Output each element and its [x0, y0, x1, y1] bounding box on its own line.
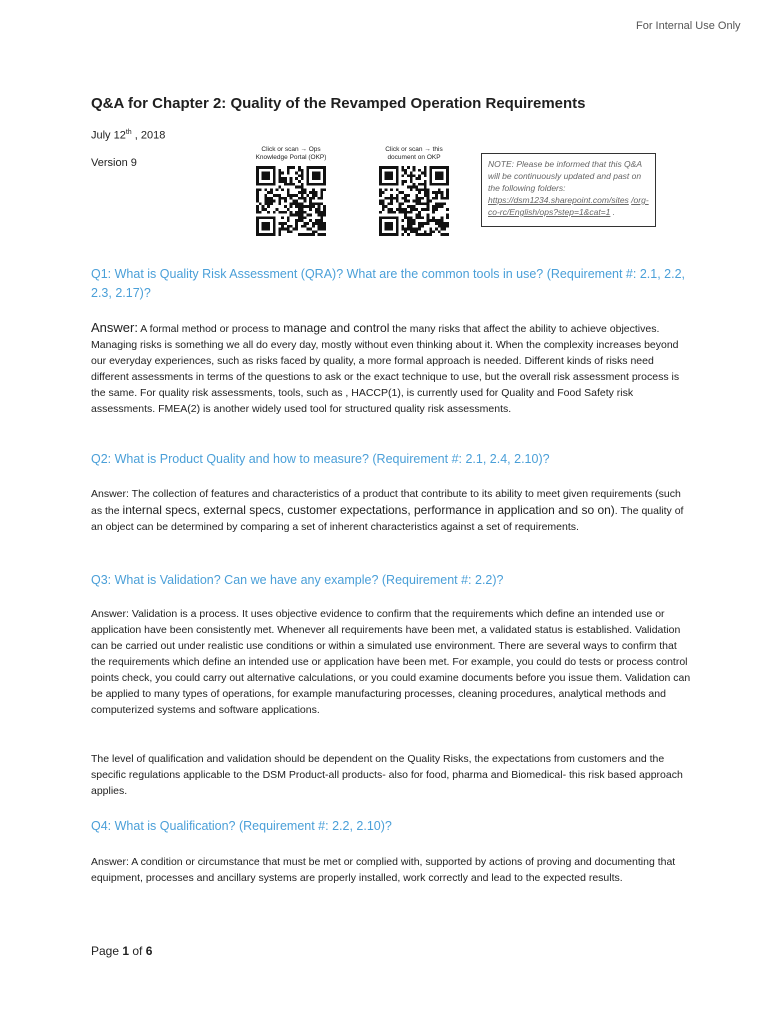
- answer-1-emphasis: manage and control: [283, 321, 390, 335]
- document-version: Version 9: [91, 157, 137, 169]
- qr-document-label: [369, 146, 459, 162]
- page-label: Page: [91, 944, 123, 958]
- answer-1-text-b: the many risks that affect the ability to achieve objectives. Managing risks is something we all do every day, mostly without even thinking about it. When the complexity increases beyond our everyday experiences, such as risks faced by quality, a more formal approach is needed. Different kinds of risks need different assessments in terms of the questions to ask or the exact technique to use, but the overall risk assessment process is the same. For quality risk assessments, tools, such as , HACCP(1), is currently used for Quality and Food Safety risk assessments. FMEA(2) is another widely used tool for structured quality risk assessments.: [91, 323, 680, 415]
- answer-2-emphasis: internal specs, external specs, customer expectations, performance in application and so on): [122, 503, 615, 517]
- answer-2-text-a: Answer: The collection of features and characteristics of a product that contribute to its ability to meet given requirements (such as the: [91, 488, 681, 517]
- document-title: Q&A for Chapter 2: Quality of the Revamped Operation Requirements: [91, 95, 586, 112]
- answer-1: [91, 320, 691, 417]
- answer-3-paragraph-1: Answer: Validation is a process. It uses objective evidence to confirm that the requirements which define an intended use or application have been consistently met. Whenever all requirements have been met, a validated status is established. Validation can be carried out under realistic use conditions or within a simulated use environment. There are several ways to confirm that the requirements which define an intended use or application have been met. For example, you could do tests or process control points check, you could carry out alternative calculations, or you could examine documents before you issue them. Validation can be applied to many types of operations, for example manufacturing processes, cleaning procedures, analytical methods and computerized systems and software applications.: [91, 608, 691, 716]
- date-suffix-sup: th: [125, 129, 132, 136]
- page-current: 1: [122, 944, 130, 958]
- answer-2: [91, 486, 691, 535]
- document-date: [91, 129, 165, 142]
- question-1: Q1: What is Quality Risk Assessment (QRA)? What are the common tools in use? (Requirement #: 2.1, 2.2, 2.3, 2.17)?: [91, 267, 685, 300]
- page-of-label: of: [129, 944, 146, 958]
- page-total: 6: [145, 944, 153, 958]
- note-box: [481, 153, 656, 227]
- qr-okp-label: [246, 146, 336, 162]
- question-4: Q4: What is Qualification? (Requirement #: 2.2, 2.10)?: [91, 819, 392, 833]
- answer-2-text-b: . The quality of an object can be determined by comparing a set of inherent characteristics against a set of requirements.: [91, 505, 684, 533]
- note-text: NOTE: Please be informed that this Q&A will be continuously updated and past on the following folders:: [488, 159, 642, 193]
- qr-document-label-line2: document on OKP: [387, 154, 441, 161]
- answer-1-text-a: A formal method or process to: [137, 323, 284, 335]
- note-link-line2[interactable]: /org-co-rc/English/ops?step=1&cat=1: [488, 195, 649, 217]
- qr-code-okp[interactable]: [256, 166, 326, 236]
- answer-1-label: Answer:: [91, 320, 138, 335]
- answer-3-paragraph-2: The level of qualification and validation should be dependent on the Quality Risks, the expectations from customers and the specific regulations applicable to the DSM Product-all products- also for food, pharma and Biomedical- this risk based approach applies.: [91, 753, 683, 797]
- question-2: Q2: What is Product Quality and how to measure? (Requirement #: 2.1, 2.4, 2.10)?: [91, 452, 550, 466]
- note-tail: .: [610, 207, 616, 217]
- date-year: , 2018: [131, 129, 166, 142]
- page-number: [91, 944, 152, 958]
- date-prefix: July 12: [91, 129, 126, 142]
- qr-code-document[interactable]: [379, 166, 449, 236]
- question-3: Q3: What is Validation? Can we have any example? (Requirement #: 2.2)?: [91, 573, 504, 587]
- qr-document-block[interactable]: [369, 146, 459, 236]
- note-link-line1[interactable]: https://dsm1234.sharepoint.com/sites: [488, 195, 629, 205]
- qr-document-label-line1: Click or scan → this: [385, 146, 443, 153]
- internal-use-label: For Internal Use Only: [636, 20, 741, 32]
- answer-4: Answer: A condition or circumstance that must be met or complied with, supported by actions of proving and documenting that equipment, processes and ancillary systems are properly installed, work correctly and lead to the expected results.: [91, 856, 676, 884]
- qr-okp-block[interactable]: [246, 146, 336, 236]
- qr-okp-label-line2: Knowledge Portal (OKP): [255, 154, 327, 161]
- qr-okp-label-line1: Click or scan → Ops: [261, 146, 321, 153]
